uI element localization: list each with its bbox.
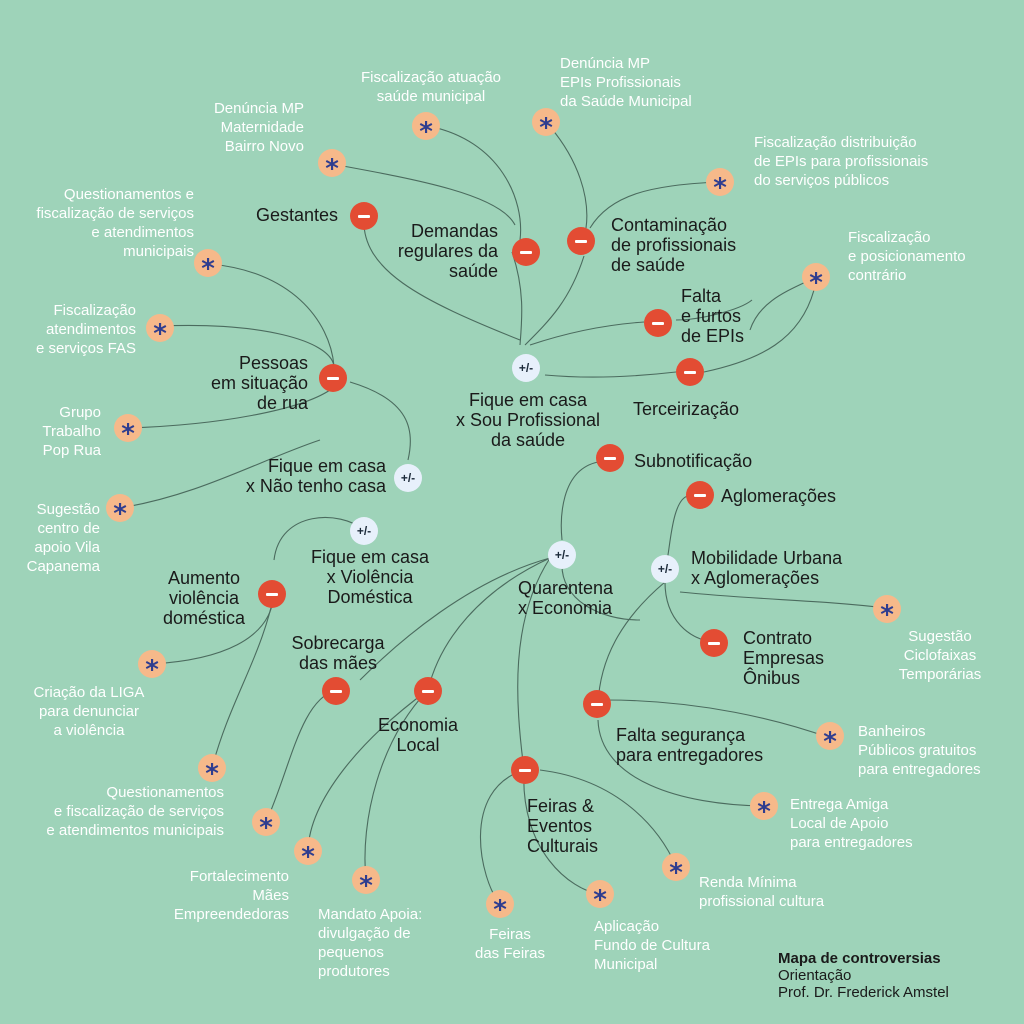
asterisk-icon[interactable]: * — [252, 808, 280, 836]
asterisk-icon[interactable]: * — [486, 890, 514, 918]
asterisk-icon[interactable]: * — [412, 112, 440, 140]
plus-minus-node[interactable]: +/- — [651, 555, 679, 583]
minus-node[interactable] — [414, 677, 442, 705]
asterisk-icon[interactable]: * — [662, 853, 690, 881]
action-label: Fiscalização atuação saúde municipal — [360, 69, 502, 105]
link — [350, 382, 410, 460]
minus-node[interactable] — [700, 629, 728, 657]
asterisk-icon[interactable]: * — [352, 866, 380, 894]
asterisk-icon[interactable]: * — [146, 314, 174, 342]
asterisk-icon[interactable]: * — [532, 108, 560, 136]
plus-minus-node[interactable]: +/- — [548, 541, 576, 569]
minus-node[interactable] — [644, 309, 672, 337]
asterisk-icon[interactable]: * — [586, 880, 614, 908]
minus-node[interactable] — [350, 202, 378, 230]
action-label: Fiscalização distribuição de EPIs para profissionais do serviços públicos — [754, 134, 929, 189]
action-label: Mandato Apoia: divulgação de pequenos produtores — [318, 906, 423, 980]
asterisk-icon[interactable]: * — [114, 414, 142, 442]
link — [266, 690, 336, 822]
asterisk-icon[interactable]: * — [106, 494, 134, 522]
asterisk-icon[interactable]: * — [198, 754, 226, 782]
plus-minus-node[interactable]: +/- — [512, 354, 540, 382]
plus-minus-node[interactable]: +/- — [350, 517, 378, 545]
action-label: Denúncia MP EPIs Profissionais da Saúde Municipal — [560, 55, 692, 110]
minus-node[interactable] — [567, 227, 595, 255]
topic-label: Economia Local — [377, 715, 459, 755]
asterisk-icon[interactable]: * — [802, 263, 830, 291]
topic-label: Aglomerações — [721, 486, 837, 506]
plus-minus-node[interactable]: +/- — [394, 464, 422, 492]
topic-label: Falta e furtos de EPIs — [681, 286, 745, 346]
topic-label: Demandas regulares da saúde — [397, 221, 498, 281]
action-label: Denúncia MP Maternidade Bairro Novo — [213, 100, 304, 155]
asterisk-icon[interactable]: * — [194, 249, 222, 277]
asterisk-icon[interactable]: * — [294, 837, 322, 865]
topic-label: Subnotificação — [634, 451, 753, 471]
minus-node[interactable] — [511, 756, 539, 784]
topic-label: Fique em casa x Violência Doméstica — [310, 547, 430, 607]
link — [545, 372, 676, 377]
credits-professor: Prof. Dr. Frederick Amstel — [778, 984, 949, 1001]
action-label: Feiras das Feiras — [474, 926, 546, 962]
asterisk-icon[interactable]: * — [873, 595, 901, 623]
credits — [778, 950, 949, 1001]
minus-node[interactable] — [512, 238, 540, 266]
action-label: Entrega Amiga Local de Apoio para entregadores — [790, 796, 913, 851]
topic-label: Mobilidade Urbana x Aglomerações — [691, 548, 843, 588]
topic-label: Pessoas em situação de rua — [210, 353, 308, 413]
action-label: Criação da LIGA para denunciar a violência — [33, 684, 145, 739]
minus-node[interactable] — [322, 677, 350, 705]
topic-label: Gestantes — [255, 205, 338, 225]
topic-label: Contrato Empresas Ônibus — [743, 628, 825, 688]
link — [480, 770, 524, 904]
asterisk-icon[interactable]: * — [318, 149, 346, 177]
asterisk-icon[interactable]: * — [750, 792, 778, 820]
minus-node[interactable] — [676, 358, 704, 386]
action-label: Fiscalização atendimentos e serviços FAS — [35, 302, 136, 357]
link — [308, 690, 428, 850]
action-label: Sugestão Ciclofaixas Temporárias — [898, 628, 982, 683]
action-label: Banheiros Públicos gratuitos para entregadores — [858, 723, 981, 778]
link — [208, 264, 334, 366]
topic-label: Contaminação de profissionais de saúde — [611, 215, 737, 275]
topic-label: Quarentena x Economia — [518, 578, 614, 618]
action-label: Renda Mínima profissional cultura — [699, 874, 825, 910]
minus-node[interactable] — [583, 690, 611, 718]
credits-title: Mapa de controversias — [778, 950, 941, 967]
topic-label: Falta segurança para entregadores — [616, 725, 764, 765]
link — [512, 252, 522, 345]
action-label: Questionamentos e fiscalização de serviços e atendimentos municipais — [46, 784, 224, 839]
credits-orientation: Orientação — [778, 967, 852, 984]
link — [525, 256, 584, 345]
asterisk-icon[interactable]: * — [706, 168, 734, 196]
topic-label: Sobrecarga das mães — [291, 633, 385, 673]
topic-label: Feiras & Eventos Culturais — [527, 796, 599, 856]
topic-label: Fique em casa x Não tenho casa — [245, 456, 386, 496]
link — [680, 592, 886, 608]
minus-node[interactable] — [319, 364, 347, 392]
link — [530, 322, 644, 345]
topic-label: Fique em casa x Sou Profissional da saúde — [455, 390, 601, 450]
topic-label: Aumento violência doméstica — [162, 568, 246, 628]
asterisk-icon[interactable]: * — [816, 722, 844, 750]
action-label: Fiscalização e posicionamento contrário — [848, 229, 966, 284]
minus-node[interactable] — [686, 481, 714, 509]
asterisk-icon[interactable]: * — [138, 650, 166, 678]
action-label: Fortalecimento Mães Empreendedoras — [173, 868, 289, 923]
action-label: Sugestão centro de apoio Vila Capanema — [26, 501, 100, 575]
topic-label: Terceirização — [633, 399, 740, 419]
action-label: Grupo Trabalho Pop Rua — [42, 404, 101, 459]
link — [561, 462, 598, 540]
action-label: Aplicação Fundo de Cultura Municipal — [594, 918, 710, 973]
action-label: Questionamentos e fiscalização de serviços e atendimentos municipais — [36, 186, 194, 260]
